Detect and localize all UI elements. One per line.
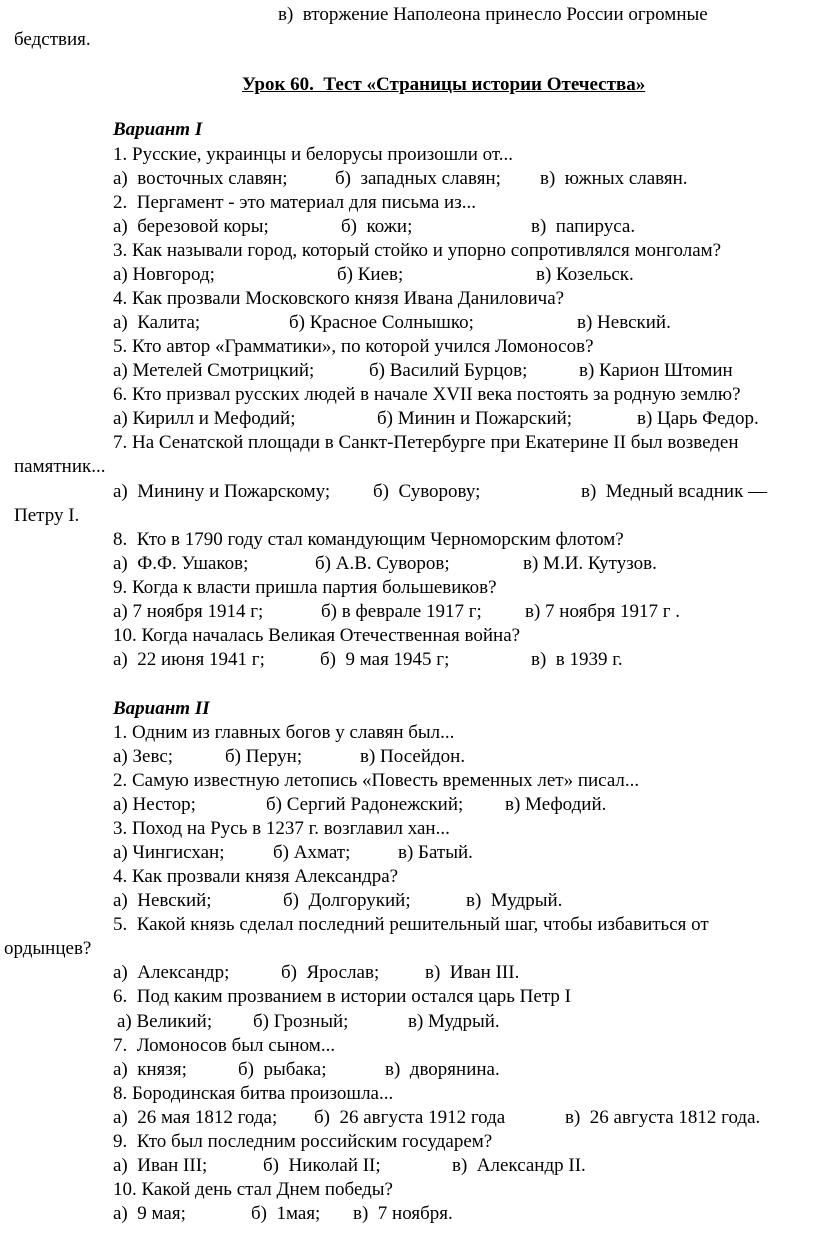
v2-q10-option-c: в) 7 ноября. bbox=[353, 1203, 453, 1224]
v2-q1-option-b: б) Перун; bbox=[225, 746, 303, 767]
v2-q10-option-b: б) 1мая; bbox=[251, 1203, 321, 1224]
v1-q7-question: 7. На Сенатской площади в Санкт-Петербурге при Екатерине II был возведен bbox=[113, 432, 739, 453]
v1-q8-option-b: б) А.В. Суворов; bbox=[315, 553, 450, 574]
v2-q8-option-b: б) 26 августа 1912 года bbox=[314, 1107, 506, 1128]
v2-q9-option-c: в) Александр II. bbox=[452, 1155, 586, 1176]
v1-q7-question-cont: памятник... bbox=[14, 456, 106, 477]
v2-q10-option-a: а) 9 мая; bbox=[113, 1203, 186, 1224]
v1-q8-option-c: в) М.И. Кутузов. bbox=[523, 553, 657, 574]
v2-q5-option-c: в) Иван III. bbox=[425, 962, 520, 983]
v1-q8-option-a: а) Ф.Ф. Ушаков; bbox=[113, 553, 249, 574]
v1-q10-option-a: а) 22 июня 1941 г; bbox=[113, 649, 265, 670]
variant-2-heading: Вариант II bbox=[113, 698, 210, 719]
v2-q3-option-a: а) Чингисхан; bbox=[113, 842, 225, 863]
v1-q4-option-a: а) Калита; bbox=[113, 312, 201, 333]
v1-q10-option-c: в) в 1939 г. bbox=[531, 649, 623, 670]
v2-q3-option-b: б) Ахмат; bbox=[273, 842, 351, 863]
v2-q2-question: 2. Самую известную летопись «Повесть временных лет» писал... bbox=[113, 770, 640, 791]
v1-q8-question: 8. Кто в 1790 году стал командующим Черноморским флотом? bbox=[113, 529, 624, 550]
v2-q8-option-c: в) 26 августа 1812 года. bbox=[565, 1107, 761, 1128]
v1-q3-option-b: б) Киев; bbox=[337, 264, 404, 285]
page-title: Урок 60. Тест «Страницы истории Отечества» bbox=[242, 74, 646, 95]
v1-q7-option-c: в) Медный всадник — bbox=[581, 481, 768, 502]
v2-q5-question: 5. Какой князь сделал последний решительный шаг, чтобы избавиться от bbox=[113, 914, 709, 935]
v1-q3-option-a: а) Новгород; bbox=[113, 264, 215, 285]
v2-q9-option-b: б) Николай II; bbox=[263, 1155, 381, 1176]
v2-q8-option-a: а) 26 мая 1812 года; bbox=[113, 1107, 278, 1128]
v1-q10-option-b: б) 9 мая 1945 г; bbox=[320, 649, 450, 670]
v2-q6-option-b: б) Грозный; bbox=[253, 1011, 349, 1032]
v1-q5-option-c: в) Карион Штомин bbox=[579, 360, 733, 381]
v1-q5-option-a: а) Метелей Смотрицкий; bbox=[113, 360, 315, 381]
v2-q2-option-b: б) Сергий Радонежский; bbox=[266, 794, 464, 815]
v2-q7-question: 7. Ломоносов был сыном... bbox=[113, 1035, 336, 1056]
v1-q6-option-c: в) Царь Федор. bbox=[637, 408, 759, 429]
v2-q4-question: 4. Как прозвали князя Александра? bbox=[113, 866, 399, 887]
v1-q1-option-b: б) западных славян; bbox=[335, 168, 501, 189]
variant-1-heading: Вариант I bbox=[113, 119, 203, 140]
v1-q1-option-c: в) южных славян. bbox=[540, 168, 688, 189]
v2-q6-option-c: в) Мудрый. bbox=[408, 1011, 500, 1032]
v1-q2-question: 2. Пергамент - это материал для письма из... bbox=[113, 192, 476, 213]
v2-q6-question: 6. Под каким прозванием в истории остался царь Петр I bbox=[113, 986, 571, 1007]
v1-q9-option-b: б) в феврале 1917 г; bbox=[321, 601, 482, 622]
v2-q7-option-b: б) рыбака; bbox=[238, 1059, 327, 1080]
v1-q6-option-a: а) Кирилл и Мефодий; bbox=[113, 408, 296, 429]
v1-q5-option-b: б) Василий Бурцов; bbox=[369, 360, 528, 381]
v1-q3-question: 3. Как называли город, который стойко и упорно сопротивлялся монголам? bbox=[113, 240, 722, 261]
v2-q7-option-c: в) дворянина. bbox=[385, 1059, 500, 1080]
v2-q7-option-a: а) князя; bbox=[113, 1059, 187, 1080]
v1-q4-question: 4. Как прозвали Московского князя Ивана Даниловича? bbox=[113, 288, 565, 309]
v2-q4-option-b: б) Долгорукий; bbox=[283, 890, 411, 911]
v1-q1-question: 1. Русские, украинцы и белорусы произошли от... bbox=[113, 144, 514, 165]
v1-q2-option-b: б) кожи; bbox=[341, 216, 413, 237]
v2-q3-question: 3. Поход на Русь в 1237 г. возглавил хан... bbox=[113, 818, 450, 839]
v2-q9-option-a: а) Иван III; bbox=[113, 1155, 208, 1176]
intro-line-1: в) вторжение Наполеона принесло России огромные bbox=[278, 4, 708, 25]
v2-q4-option-c: в) Мудрый. bbox=[466, 890, 563, 911]
v2-q3-option-c: в) Батый. bbox=[398, 842, 473, 863]
v2-q9-question: 9. Кто был последним российским государем? bbox=[113, 1131, 493, 1152]
v1-q1-option-a: а) восточных славян; bbox=[113, 168, 288, 189]
v2-q1-option-a: а) Зевс; bbox=[113, 746, 174, 767]
v2-q10-question: 10. Какой день стал Днем победы? bbox=[113, 1179, 393, 1200]
v2-q4-option-a: а) Невский; bbox=[113, 890, 212, 911]
v2-q8-question: 8. Бородинская битва произошла... bbox=[113, 1083, 394, 1104]
v1-q6-question: 6. Кто призвал русских людей в начале XVII века постоять за родную землю? bbox=[113, 384, 741, 405]
v1-q2-option-a: а) березовой коры; bbox=[113, 216, 269, 237]
v2-q6-option-a: а) Великий; bbox=[117, 1011, 213, 1032]
v1-q4-option-b: б) Красное Солнышко; bbox=[289, 312, 474, 333]
v2-q1-option-c: в) Посейдон. bbox=[360, 746, 466, 767]
v1-q7-option-a: а) Минину и Пожарскому; bbox=[113, 481, 331, 502]
v1-q2-option-c: в) папируса. bbox=[531, 216, 636, 237]
v1-q7-option-b: б) Суворову; bbox=[373, 481, 481, 502]
v1-q9-option-c: в) 7 ноября 1917 г . bbox=[525, 601, 681, 622]
v2-q5-option-a: а) Александр; bbox=[113, 962, 230, 983]
v2-q2-option-a: а) Нестор; bbox=[113, 794, 196, 815]
v2-q2-option-c: в) Мефодий. bbox=[505, 794, 607, 815]
v1-q10-question: 10. Когда началась Великая Отечественная война? bbox=[113, 625, 521, 646]
v1-q5-question: 5. Кто автор «Грамматики», по которой учился Ломоносов? bbox=[113, 336, 594, 357]
v2-q5-question-cont: ордынцев? bbox=[4, 938, 92, 959]
v1-q7-option-c-cont: Петру I. bbox=[14, 505, 80, 526]
v2-q1-question: 1. Одним из главных богов у славян был... bbox=[113, 722, 455, 743]
v1-q9-question: 9. Когда к власти пришла партия большевиков? bbox=[113, 577, 497, 598]
v1-q4-option-c: в) Невский. bbox=[577, 312, 671, 333]
v2-q5-option-b: б) Ярослав; bbox=[281, 962, 380, 983]
v1-q3-option-c: в) Козельск. bbox=[536, 264, 634, 285]
v1-q6-option-b: б) Минин и Пожарский; bbox=[377, 408, 573, 429]
v1-q9-option-a: а) 7 ноября 1914 г; bbox=[113, 601, 264, 622]
intro-line-2: бедствия. bbox=[14, 29, 91, 50]
